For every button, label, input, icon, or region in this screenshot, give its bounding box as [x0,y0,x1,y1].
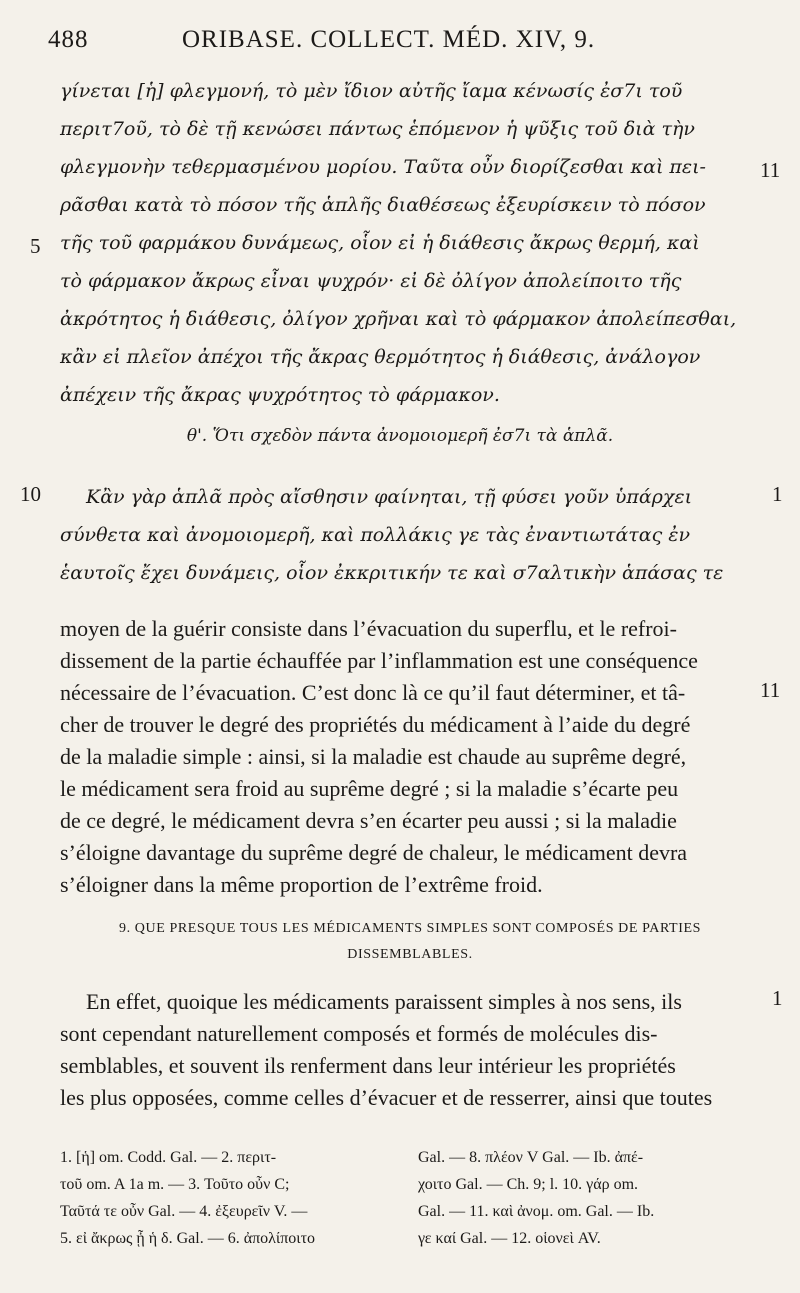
running-title: ORIBASE. COLLECT. MÉD. XIV, 9. [182,26,596,53]
footnote-line: Ταῦτά τε οὖν Gal. — 4. ἐξευρεῖν V. — [60,1203,308,1220]
french-line: nécessaire de l’évacuation. C’est donc là ce qu’il faut déterminer, et tâ- [60,680,686,705]
greek-line: ἀκρότητος ἡ διάθεσις, ὀλίγον χρῆναι καὶ τὸ φάρμακον ἀπολείπεσθαι, [60,308,737,330]
french-line: s’éloigner dans la même proportion de l’extrême froid. [60,872,543,897]
footnote-line: Gal. — 8. πλέον V Gal. — Ib. ἀπέ- [418,1149,644,1166]
french-line: s’éloigne davantage du suprême degré de chaleur, le médicament devra [60,840,688,865]
margin-line-number: 11 [760,158,781,182]
footnotes-left-column [60,1144,400,1252]
greek-line: ἀπέχειν τῆς ἄκρας ψυχρότητος τὸ φάρμακον. [60,384,500,406]
footnote-line: τοῦ om. A 1a m. — 3. Τοῦτο οὖν C; [60,1176,290,1193]
french-heading-line: 9. QUE PRESQUE TOUS LES MÉDICAMENTS SIMPLES SONT COMPOSÉS DE PARTIES [118,921,702,936]
margin-line-number: 1 [772,986,783,1010]
french-line: sont cependant naturellement composés et formés de molécules dis- [60,1021,658,1046]
footnote-line: χοιτο Gal. — Ch. 9; l. 10. γάρ om. [418,1176,639,1193]
margin-line-number: 5 [30,234,41,258]
footnote-line: 1. [ἡ] om. Codd. Gal. — 2. περιτ- [60,1149,277,1166]
greek-line: περιτ7οῦ, τὸ δὲ τῇ κενώσει πάντως ἑπόμενον ἡ ψῦξις τοῦ διὰ τὴν [60,118,695,140]
french-line: les plus opposées, comme celles d’évacuer et de resserrer, ainsi que toutes [60,1085,713,1110]
french-text-block-1 [60,613,760,901]
greek-chapter-heading: θ'. Ὅτι σχεδὸν πάντα ἀνομοιομερῆ ἐσ7ι τὰ ἁπλᾶ. [186,426,614,446]
french-line: cher de trouver le degré des propriétés du médicament à l’aide du degré [60,712,691,737]
greek-line: γίνεται [ἡ] φλεγμονή, τὸ μὲν ἴδιον αὐτῆς ἴαμα κένωσίς ἐσ7ι τοῦ [60,80,683,102]
french-line: moyen de la guérir consiste dans l’évacuation du superflu, et le refroi- [60,616,677,641]
french-heading-line: DISSEMBLABLES. [347,947,473,962]
greek-line: σύνθετα καὶ ἀνομοιομερῆ, καὶ πολλάκις γε τὰς ἐναντιωτάτας ἐν [60,524,691,546]
french-line: de ce degré, le médicament devra s’en écarter peu aussi ; si la maladie [60,808,677,833]
french-chapter-heading [60,916,760,968]
margin-line-number: 11 [760,678,781,702]
greek-line: τῆς τοῦ φαρμάκου δυνάμεως, οἷον εἰ ἡ διάθεσις ἄκρως θερμή, καὶ [60,232,700,254]
footnotes-right-column [418,1144,758,1252]
greek-text-block-2 [60,478,760,592]
french-text-block-2 [60,986,760,1114]
greek-line: κἂν εἰ πλεῖον ἀπέχοι τῆς ἄκρας θερμότητος ἡ διάθεσις, ἀνάλογον [60,346,701,368]
footnote-line: 5. εἰ ἄκρως ᾖ ἡ δ. Gal. — 6. ἀπολίποιτο [60,1230,316,1247]
footnote-line: γε καί Gal. — 12. οἱονεὶ AV. [418,1230,601,1247]
greek-line: ρᾶσθαι κατὰ τὸ πόσον τῆς ἁπλῆς διαθέσεως ἐξευρίσκειν τὸ πόσον [60,194,706,216]
french-line: de la maladie simple : ainsi, si la maladie est chaude au suprême degré, [60,744,687,769]
greek-line: ἑαυτοῖς ἔχει δυνάμεις, οἷον ἐκκριτικήν τε καὶ σ7αλτικὴν ἁπάσας τε [60,562,724,584]
greek-text-block-1 [60,72,760,414]
greek-line: Κἂν γὰρ ἁπλᾶ πρὸς αἴσθησιν φαίνηται, τῇ φύσει γοῦν ὑπάρχει [86,486,693,508]
french-line: dissement de la partie échauffée par l’inflammation est une conséquence [60,648,698,673]
french-line: semblables, et souvent ils renferment dans leur intérieur les propriétés [60,1053,676,1078]
greek-line: τὸ φάρμακον ἄκρως εἶναι ψυχρόν· εἰ δὲ ὀλίγον ἀπολείποιτο τῆς [60,270,682,292]
french-line: En effet, quoique les médicaments paraissent simples à nos sens, ils [86,989,682,1014]
margin-line-number: 1 [772,482,783,506]
page-number: 488 [48,26,89,53]
margin-line-number: 10 [20,482,41,506]
greek-line: φλεγμονὴν τεθερμασμένου μορίου. Ταῦτα οὖν διορίζεσθαι καὶ πει- [60,156,706,178]
footnote-line: Gal. — 11. καὶ ἀνομ. om. Gal. — Ib. [418,1203,655,1220]
french-line: le médicament sera froid au suprême degré ; si la maladie s’écarte peu [60,776,679,801]
